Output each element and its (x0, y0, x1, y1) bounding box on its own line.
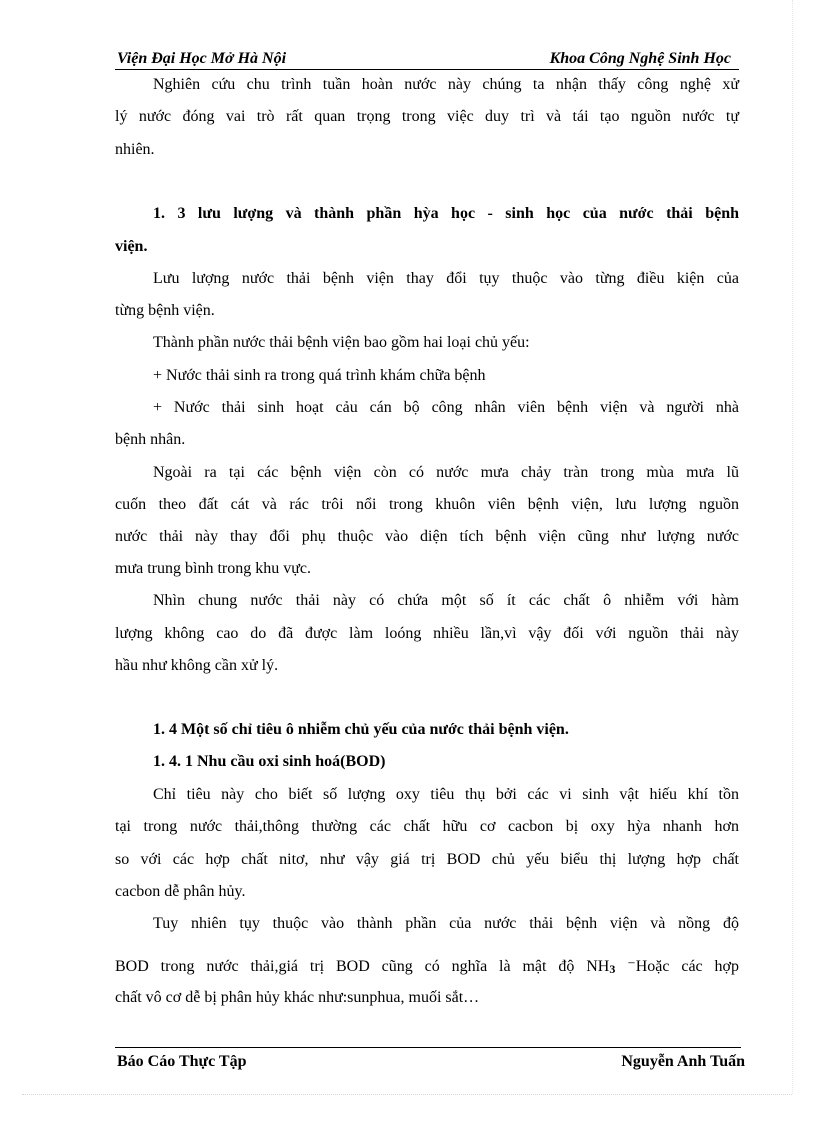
paragraph-line: chất vô cơ dễ bị phân hủy khác như:sunphua, muối sắt… (115, 989, 480, 1006)
paragraph-line: tại trong nước thải,thông thường các chất hữu cơ cacbon bị oxy hỳa nhanh hơn (115, 818, 739, 835)
formula-text: BOD trong nước thải,giá trị BOD cũng có nghĩa là mật độ NH (115, 958, 610, 975)
paragraph-line: Ngoài ra tại các bệnh viện còn có nước mưa chảy tràn trong mùa mưa lũ (153, 464, 739, 481)
section-heading: 1. 4 Một số chỉ tiêu ô nhiễm chủ yếu của nước thải bệnh viện. (153, 721, 569, 738)
paragraph-line: lý nước đóng vai trò rất quan trọng trong việc duy trì và tái tạo nguồn nước tự (115, 108, 739, 125)
page-bottom-edge (22, 1094, 792, 1095)
section-heading: viện. (115, 238, 148, 255)
paragraph-line: mưa trung bình trong khu vực. (115, 560, 311, 577)
paragraph-line: Thành phần nước thải bệnh viện bao gồm hai loại chủ yếu: (153, 334, 530, 351)
paragraph-line: + Nước thải sinh ra trong quá trình khám chữa bệnh (153, 367, 486, 384)
paragraph-line: bệnh nhân. (115, 431, 186, 448)
paragraph-line: Nghiên cứu chu trình tuần hoàn nước này chúng ta nhận thấy công nghệ xử (153, 76, 739, 93)
paragraph-line: Chỉ tiêu này cho biết số lượng oxy tiêu thụ bởi các vi sinh vật hiếu khí tồn (153, 786, 739, 803)
paragraph-line: + Nước thải sinh hoạt cảu cán bộ công nhân viên bệnh viện và người nhà (153, 399, 739, 416)
paragraph-line: cuốn theo đất cát và rác trôi nổi trong khuôn viên bệnh viện, lưu lượng nguồn (115, 496, 739, 513)
page-right-edge (792, 0, 793, 1094)
section-heading: 1. 3 lưu lượng và thành phần hỳa học - sinh học của nước thải bệnh (153, 205, 739, 222)
paragraph-line: từng bệnh viện. (115, 302, 215, 319)
header-faculty: Khoa Công Nghệ Sinh Học (549, 50, 731, 67)
paragraph-line: so với các hợp chất nitơ, như vậy giá trị BOD chủ yếu biểu thị lượng hợp chất (115, 851, 739, 868)
formula-subscript: 3 (609, 962, 616, 976)
paragraph-line: lượng không cao do đã được làm loóng nhiều lần,vì vậy đối với nguồn thải này (115, 625, 739, 642)
footer-report-title: Báo Cáo Thực Tập (117, 1053, 247, 1070)
paragraph-line: cacbon dễ phân hủy. (115, 883, 246, 900)
paragraph-line: hầu như không cần xử lý. (115, 657, 279, 674)
paragraph-line: Lưu lượng nước thải bệnh viện thay đổi tụy thuộc vào từng điều kiện của (153, 270, 739, 287)
formula-text-after: ⁻Hoặc các hợp (627, 958, 740, 975)
paragraph-line: Nhìn chung nước thải này có chứa một số ít các chất ô nhiễm với hàm (153, 592, 739, 609)
footer-divider (115, 1047, 741, 1048)
paragraph-line: Tuy nhiên tụy thuộc vào thành phần của nước thải bệnh viện và nồng độ (153, 915, 739, 932)
header-divider (115, 69, 739, 70)
paragraph-line (115, 956, 739, 977)
header-institution: Viện Đại Học Mở Hà Nội (117, 50, 287, 67)
page-footer (115, 1053, 745, 1075)
paragraph-line: nhiên. (115, 141, 155, 158)
footer-author: Nguyễn Anh Tuấn (621, 1053, 745, 1070)
paragraph-line: nước thải này thay đổi phụ thuộc vào diện tích bệnh viện cũng như lượng nước (115, 528, 739, 545)
subsection-heading: 1. 4. 1 Nhu cầu oxi sinh hoá(BOD) (153, 753, 386, 770)
